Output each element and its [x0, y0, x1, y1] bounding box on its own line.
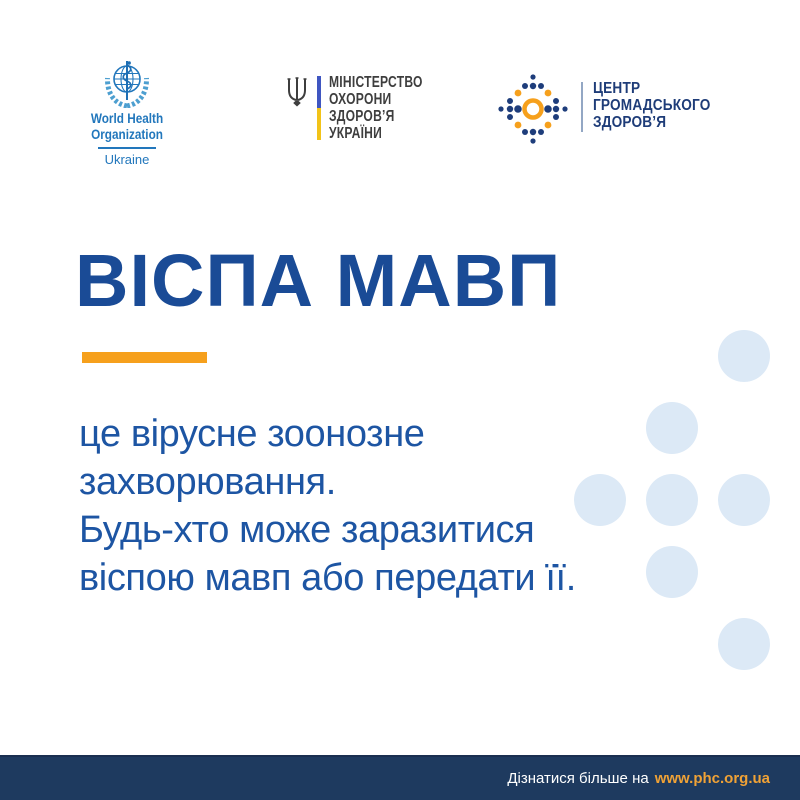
- phc-line3: ЗДОРОВ’Я: [593, 114, 667, 131]
- phc-website-link[interactable]: www.phc.org.ua: [654, 770, 770, 787]
- ministry-line3: ЗДОРОВ’Я: [329, 108, 395, 125]
- page-title: ВІСПА МАВП: [75, 239, 562, 322]
- body-line: це вірусне зоонозне: [79, 413, 425, 455]
- who-country-label: Ukraine: [104, 152, 150, 167]
- who-logo: [73, 58, 181, 167]
- ukraine-flag-bar: [317, 76, 321, 140]
- phc-starburst-icon: [493, 69, 573, 149]
- phc-line1: ЦЕНТР: [593, 80, 641, 97]
- body-text: [79, 410, 576, 602]
- phc-separator-line: [581, 82, 583, 132]
- who-name-text: [82, 110, 173, 142]
- ministry-line1: МІНІСТЕРСТВО: [329, 74, 423, 91]
- body-line: Будь-хто може заразитися: [79, 509, 535, 551]
- footer-more-info-label: Дізнатися більше на: [507, 770, 649, 787]
- who-name-line2: Organization: [91, 126, 163, 142]
- flag-yellow-half: [317, 108, 321, 140]
- who-name-line1: World Health: [90, 110, 164, 126]
- ministry-line2: ОХОРОНИ: [329, 91, 392, 108]
- trident-icon: [286, 77, 308, 107]
- who-emblem-icon: [102, 58, 152, 108]
- phc-name-text: [593, 80, 711, 131]
- ministry-of-health-logo: [286, 74, 449, 142]
- ministry-line4: УКРАЇНИ: [329, 125, 383, 142]
- body-line: захворювання.: [79, 461, 336, 503]
- flag-blue-half: [317, 76, 321, 108]
- body-line: віспою мавп або передати її.: [79, 557, 576, 599]
- ministry-name-text: [329, 74, 423, 142]
- accent-underline-bar: [82, 352, 207, 363]
- footer-bar: [0, 755, 800, 800]
- phc-line2: ГРОМАДСЬКОГО: [593, 97, 711, 114]
- who-divider-line: [98, 147, 156, 149]
